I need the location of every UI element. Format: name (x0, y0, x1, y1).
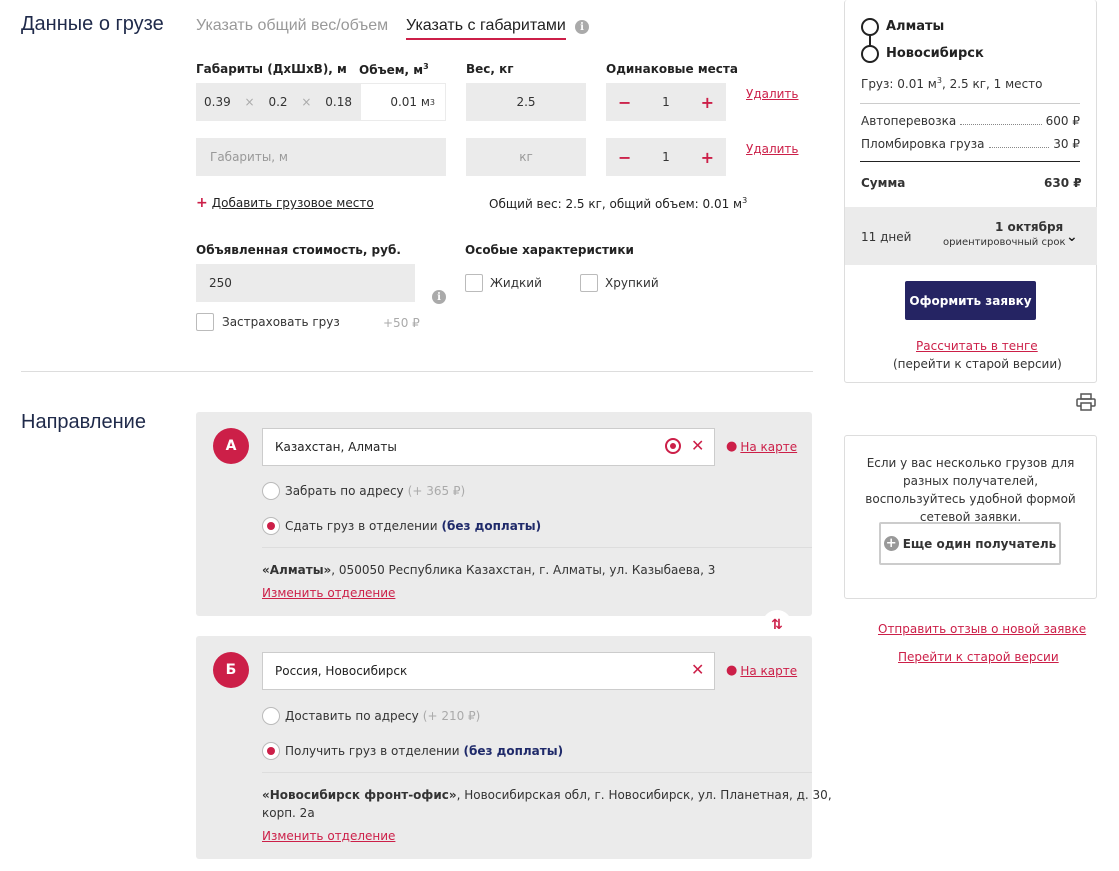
divider (262, 772, 812, 773)
special-label: Особые характеристики (465, 243, 634, 257)
point-a-marker: А (213, 428, 249, 464)
office-name: «Новосибирск фронт-офис» (262, 788, 457, 802)
divider (21, 371, 813, 372)
weight-header: Вес, кг (466, 62, 514, 76)
map-link[interactable] (726, 439, 797, 454)
order-button[interactable]: Оформить заявку (905, 281, 1036, 320)
dimensions-input-empty[interactable]: Габариты, м (196, 138, 446, 176)
office-address-line2: корп. 2а (262, 806, 315, 820)
minus-button[interactable]: − (618, 147, 632, 167)
checkbox[interactable] (196, 313, 214, 331)
clear-icon[interactable]: ✕ (691, 436, 705, 455)
tenge-link[interactable]: Рассчитать в тенге (916, 339, 1038, 353)
checkbox[interactable] (465, 274, 483, 292)
receive-option[interactable] (262, 742, 563, 760)
times-sign: × (244, 95, 255, 109)
delete-row-link[interactable]: Удалить (746, 142, 799, 156)
price-row (861, 137, 1080, 151)
dropoff-option[interactable] (262, 517, 541, 535)
delivery-option[interactable] (262, 707, 480, 725)
divider (860, 161, 1080, 162)
weight-input[interactable]: 2.5 (466, 83, 586, 121)
map-pin-icon: ● (726, 663, 738, 678)
map-link-text[interactable]: На карте (740, 663, 798, 678)
declared-value-label: Объявленная стоимость, руб. (196, 243, 401, 257)
change-office-link[interactable]: Изменить отделение (262, 586, 396, 600)
chevron-down-icon[interactable]: ⌄ (1066, 229, 1078, 245)
office-name: «Алматы» (262, 563, 332, 577)
price-item-name: Пломбировка груза (861, 137, 985, 151)
price-item-name: Автоперевозка (861, 114, 957, 128)
info-icon[interactable]: i (432, 290, 446, 304)
checkbox[interactable] (580, 274, 598, 292)
office-info (262, 788, 832, 802)
old-version-note: (перейти к старой версии) (893, 357, 1062, 371)
delivery-date-note: ориентировочный срок (943, 237, 1066, 248)
add-place-link[interactable]: Добавить грузовое место (211, 196, 374, 210)
plus-button[interactable]: + (700, 147, 714, 167)
option-label: Доставить по адресу (285, 709, 419, 723)
option-label: Сдать груз в отделении (285, 519, 438, 533)
route-point-icon (861, 18, 879, 36)
total-value: 630 ₽ (1044, 176, 1082, 190)
swap-icon[interactable]: ⇅ (762, 610, 792, 640)
radio[interactable] (262, 517, 280, 535)
insure-label: Застраховать груз (222, 315, 340, 329)
print-icon[interactable] (1076, 393, 1096, 411)
radio[interactable] (262, 707, 280, 725)
radio[interactable] (262, 482, 280, 500)
office-address: , 050050 Республика Казахстан, г. Алматы, ул. Казыбаева, 3 (331, 563, 716, 577)
point-a-address-input[interactable] (262, 428, 715, 466)
feedback-link[interactable]: Отправить отзыв о новой заявке (878, 622, 1087, 636)
route-to: Новосибирск (886, 46, 984, 61)
point-b-address-input[interactable] (262, 652, 715, 690)
liquid-checkbox[interactable] (465, 274, 542, 292)
divider (262, 547, 812, 548)
tab-total-weight[interactable]: Указать общий вес/объем (196, 17, 389, 34)
price-item-value: 30 ₽ (1053, 137, 1080, 151)
places-stepper[interactable] (606, 138, 726, 176)
option-note: (без доплаты) (463, 744, 564, 758)
option-label: Забрать по адресу (285, 484, 404, 498)
dimensions-input[interactable] (196, 83, 360, 121)
route-from: Алматы (886, 19, 945, 34)
route-point-icon (861, 45, 879, 63)
cargo-section-title: Данные о грузе (21, 13, 164, 35)
delivery-days: 11 дней (861, 230, 912, 244)
plus-icon: + (884, 536, 899, 551)
info-icon[interactable]: i (575, 20, 589, 34)
map-link-text[interactable]: На карте (740, 439, 798, 454)
minus-button[interactable]: − (618, 92, 632, 112)
divider (860, 103, 1080, 104)
places-value: 1 (662, 150, 670, 164)
insure-price: +50 ₽ (383, 316, 420, 330)
plus-button[interactable]: + (700, 92, 714, 112)
address-text: Россия, Новосибирск (275, 664, 408, 678)
price-row (861, 114, 1080, 128)
map-pin-icon: ● (726, 439, 738, 454)
map-link[interactable] (726, 663, 797, 678)
insure-checkbox[interactable] (196, 313, 340, 331)
cargo-summary: Груз: 0.01 $м^3$, 2.5 кг, 1 место (861, 76, 1043, 91)
volume-header: Объем, $м^3$ (359, 62, 429, 77)
places-value: 1 (662, 95, 670, 109)
fragile-label: Хрупкий (605, 276, 659, 290)
delivery-date: 1 октября (995, 220, 1064, 234)
radio[interactable] (262, 742, 280, 760)
office-info (262, 563, 715, 577)
volume-value: 0.01 м 3 (360, 83, 446, 121)
pickup-option[interactable] (262, 482, 465, 500)
option-price: (+ 210 ₽) (422, 709, 481, 723)
places-header: Одинаковые места (606, 62, 738, 76)
old-version-link[interactable]: Перейти к старой версии (898, 650, 1059, 664)
liquid-label: Жидкий (490, 276, 542, 290)
option-note: (без доплаты) (441, 519, 542, 533)
clear-icon[interactable]: ✕ (691, 660, 705, 679)
height-value: 0.18 (325, 95, 352, 109)
option-label: Получить груз в отделении (285, 744, 460, 758)
totals-text: Общий вес: 2.5 кг, общий объем: 0.01 $м^3$ (489, 196, 748, 211)
add-recipient-button[interactable] (879, 522, 1061, 565)
places-stepper[interactable] (606, 83, 726, 121)
option-price: (+ 365 ₽) (407, 484, 466, 498)
tab-dimensions[interactable]: Указать с габаритами (406, 17, 566, 40)
fragile-checkbox[interactable] (580, 274, 659, 292)
dimensions-header: Габариты (ДхШхВ), м (196, 62, 347, 76)
point-b-marker: Б (213, 652, 249, 688)
address-text: Казахстан, Алматы (275, 440, 397, 454)
office-address: , Новосибирская обл, г. Новосибирск, ул. Планетная, д. 30, (456, 788, 832, 802)
direction-section-title: Направление (21, 411, 146, 433)
declared-value-input[interactable]: 250 (196, 264, 415, 302)
times-sign: × (301, 95, 312, 109)
price-item-value: 600 ₽ (1045, 114, 1080, 128)
weight-input-empty[interactable]: кг (466, 138, 586, 176)
length-value: 0.39 (204, 95, 231, 109)
plus-icon: + (196, 195, 208, 211)
width-value: 0.2 (268, 95, 288, 109)
add-recipient-label: Еще один получатель (902, 536, 1057, 551)
change-office-link[interactable]: Изменить отделение (262, 829, 396, 843)
total-label: Сумма (861, 176, 906, 190)
locate-icon[interactable] (665, 438, 681, 454)
delete-row-link[interactable]: Удалить (746, 87, 799, 101)
multi-recipient-text: Если у вас несколько грузов для разных получателей, воспользуйтесь удобной формой сетевой заявки. (865, 456, 1076, 524)
add-place[interactable] (196, 195, 374, 211)
